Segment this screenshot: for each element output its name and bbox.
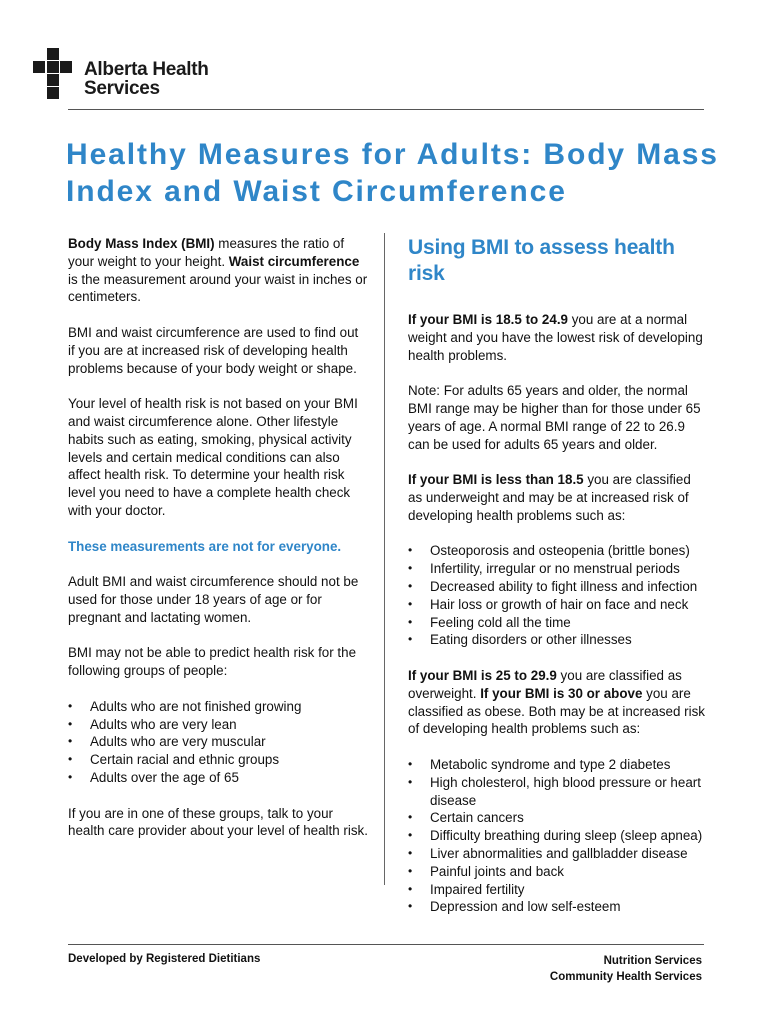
list-item: • Infertility, irregular or no menstrual periods [408, 561, 680, 577]
footer-credit: Developed by Registered Dietitians [68, 953, 261, 965]
list-item: • Depression and low self-esteem [408, 899, 621, 915]
exclusion-paragraph: Adult BMI and waist circumference should not be used for those under 18 years of age or for pregnant and lactating women. [68, 574, 359, 625]
bullet-icon: • [408, 774, 413, 789]
right-column [408, 235, 708, 916]
list-item: • Certain cancers [408, 810, 524, 826]
not-for-everyone-subhead: These measurements are not for everyone. [68, 538, 342, 554]
bmi-term: Body Mass Index (BMI) [68, 236, 215, 251]
bmi-risk-heading: Using BMI to assess health risk [408, 236, 675, 285]
list-item: • Painful joints and back [408, 863, 564, 879]
bullet-icon: • [408, 614, 413, 629]
list-item: • Adults over the age of 65 [68, 769, 239, 785]
bullet-icon: • [408, 863, 413, 878]
bullet-icon: • [408, 596, 413, 611]
waist-definition-text: is the measurement around your waist in inches or centimeters. [68, 271, 368, 305]
list-item: • Impaired fertility [408, 881, 525, 897]
bullet-icon: • [408, 578, 413, 593]
bullet-icon: • [68, 769, 73, 784]
list-item: • Metabolic syndrome and type 2 diabetes [408, 756, 671, 772]
bmi-definition-text: measures the ratio of your weight to your height. [68, 236, 345, 269]
header-divider [68, 109, 704, 110]
health-risk-paragraph: Your level of health risk is not based on your BMI and waist circumference alone. Other lifestyle habits such as eating, smoking, physical activity levels and certain medical conditions can also affect health risk. To determine your health risk level you need to have a complete health check with your doctor. [68, 396, 358, 518]
bullet-icon: • [408, 543, 413, 558]
logo-wordmark [84, 60, 209, 98]
left-column [68, 235, 368, 840]
waist-term: Waist circumference [228, 253, 360, 269]
list-item: • Certain racial and ethnic groups [68, 752, 280, 768]
bullet-icon: • [408, 632, 413, 647]
list-item: • Eating disorders or other illnesses [408, 632, 632, 648]
logo-line-1: Alberta Health [84, 59, 209, 80]
groups-intro: BMI may not be able to predict health risk for the following groups of people: [68, 645, 357, 679]
column-divider [384, 233, 385, 885]
bullet-icon: • [408, 845, 413, 860]
footer-department [550, 953, 702, 985]
list-item: • Hair loss or growth of hair on face and neck [408, 596, 689, 612]
list-item: • Adults who are very muscular [68, 734, 266, 750]
bullet-icon: • [68, 734, 73, 749]
bullet-icon: • [408, 828, 413, 843]
page-title: Healthy Measures for Adults: Body Mass Index and Waist Circumference [66, 138, 719, 208]
groups-list [68, 698, 368, 787]
purpose-paragraph: BMI and waist circumference are used to find out if you are at increased risk of developing health problems because of your body weight or shape. [68, 324, 359, 376]
footer-divider [68, 944, 704, 945]
list-item: • Liver abnormalities and gallbladder disease [408, 845, 688, 861]
footer-line-1: Nutrition Services [603, 955, 702, 967]
underweight-paragraph: If your BMI is less than 18.5 you are classified as underweight and may be at increased risk of developing health problems such as: [408, 472, 691, 523]
list-item: • Decreased ability to fight illness and infection [408, 578, 698, 594]
bullet-icon: • [408, 881, 413, 896]
bullet-icon: • [408, 810, 413, 825]
bmi-definition [68, 235, 368, 306]
overweight-risks-list [408, 756, 708, 916]
footer-line-2: Community Health Services [549, 971, 702, 983]
list-item: • Difficulty breathing during sleep (sleep apnea) [408, 828, 703, 844]
bullet-icon: • [408, 756, 413, 771]
list-item: • Adults who are very lean [68, 716, 237, 732]
bullet-icon: • [408, 561, 413, 576]
seniors-note: Note: For adults 65 years and older, the normal BMI range may be higher than for those under 65 years of age. A normal BMI range of 22 to 26.9 can be used for adults 65 years and older. [408, 383, 701, 452]
bullet-icon: • [68, 752, 73, 767]
talk-to-provider-paragraph: If you are in one of these groups, talk to your health care provider about your level of health risk. [68, 805, 368, 839]
list-item: • High cholesterol, high blood pressure or heart disease [408, 774, 701, 808]
list-item: • Feeling cold all the time [408, 614, 571, 630]
bullet-icon: • [408, 899, 413, 914]
overweight-paragraph: If your BMI is 25 to 29.9 you are classified as overweight. If your BMI is 30 or above you are classified as obese. Both may be at increased risk of developing health problems such as: [408, 667, 705, 737]
logo-line-2: Services [84, 78, 160, 99]
underweight-risks-list [408, 542, 708, 649]
normal-weight-paragraph: If your BMI is 18.5 to 24.9 you are at a normal weight and you have the lowest risk of developing health problems. [408, 312, 703, 363]
list-item: • Adults who are not finished growing [68, 698, 302, 714]
list-item: • Osteoporosis and osteopenia (brittle bones) [408, 543, 690, 559]
bullet-icon: • [68, 698, 73, 713]
bullet-icon: • [68, 716, 73, 731]
